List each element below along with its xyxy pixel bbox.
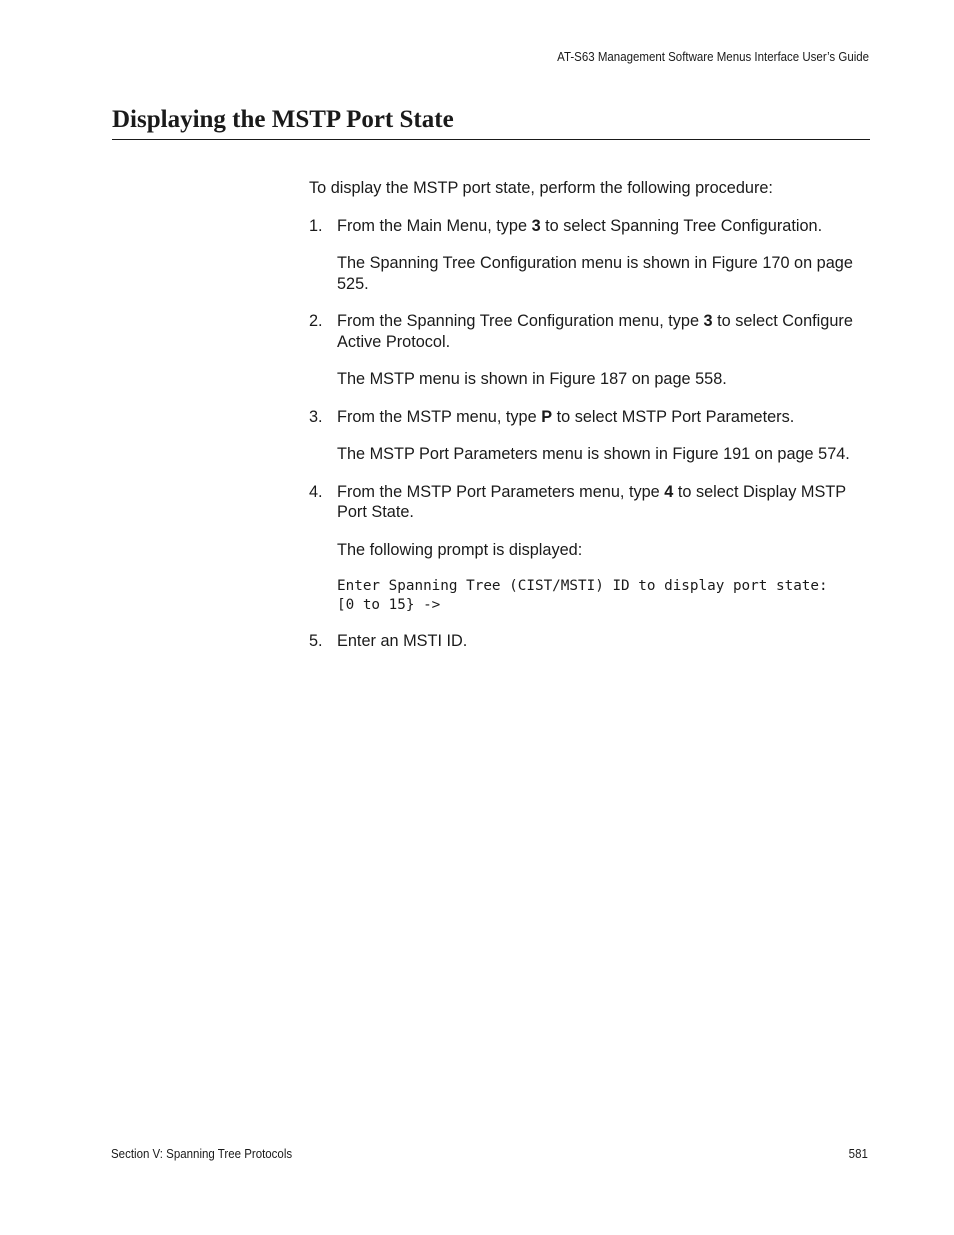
title-divider [112, 139, 870, 140]
step-text: Enter an MSTI ID. [337, 632, 468, 650]
menu-key: P [541, 407, 553, 426]
intro-paragraph: To display the MSTP port state, perform the following procedure: [309, 179, 773, 197]
step-number: 4. [309, 482, 323, 501]
step-text: From the Main Menu, type 3 to select Spanning Tree Configuration. [337, 216, 823, 235]
procedure-step [309, 482, 874, 615]
step-note: The MSTP Port Parameters menu is shown in Figure 191 on page 574. [337, 445, 850, 463]
section-title: Displaying the MSTP Port State [112, 106, 454, 133]
step-text: From the MSTP menu, type P to select MSTP Port Parameters. [337, 407, 795, 426]
procedure-step [309, 216, 874, 295]
console-prompt [337, 577, 874, 614]
step-number: 3. [309, 407, 323, 426]
step-number: 1. [309, 216, 323, 235]
menu-key: 3 [531, 216, 541, 235]
menu-key: 4 [664, 482, 674, 501]
step-note: The MSTP menu is shown in Figure 187 on page 558. [337, 370, 727, 388]
prompt-line: [0 to 15} -> [337, 596, 441, 613]
step-note: The Spanning Tree Configuration menu is shown in Figure 170 on page 525. [337, 254, 853, 293]
menu-key: 3 [703, 312, 713, 330]
prompt-line: Enter Spanning Tree (CIST/MSTI) ID to display port state: [337, 578, 828, 594]
step-number: 5. [309, 632, 323, 650]
step-note: The following prompt is displayed: [337, 540, 583, 559]
page-number: 581 [848, 1147, 868, 1161]
footer-section-label: Section V: Spanning Tree Protocols [111, 1147, 293, 1161]
procedure-step [309, 631, 874, 652]
step-number: 2. [309, 312, 323, 330]
procedure-body [309, 178, 874, 669]
procedure-step [309, 311, 874, 390]
step-text: From the MSTP Port Parameters menu, type 4 to select Display MSTP Port State. [337, 482, 846, 521]
step-text: From the Spanning Tree Configuration menu, type 3 to select Configure Active Protocol. [337, 312, 853, 351]
procedure-step [309, 407, 874, 465]
running-header: AT-S63 Management Software Menus Interface User’s Guide [557, 50, 869, 64]
